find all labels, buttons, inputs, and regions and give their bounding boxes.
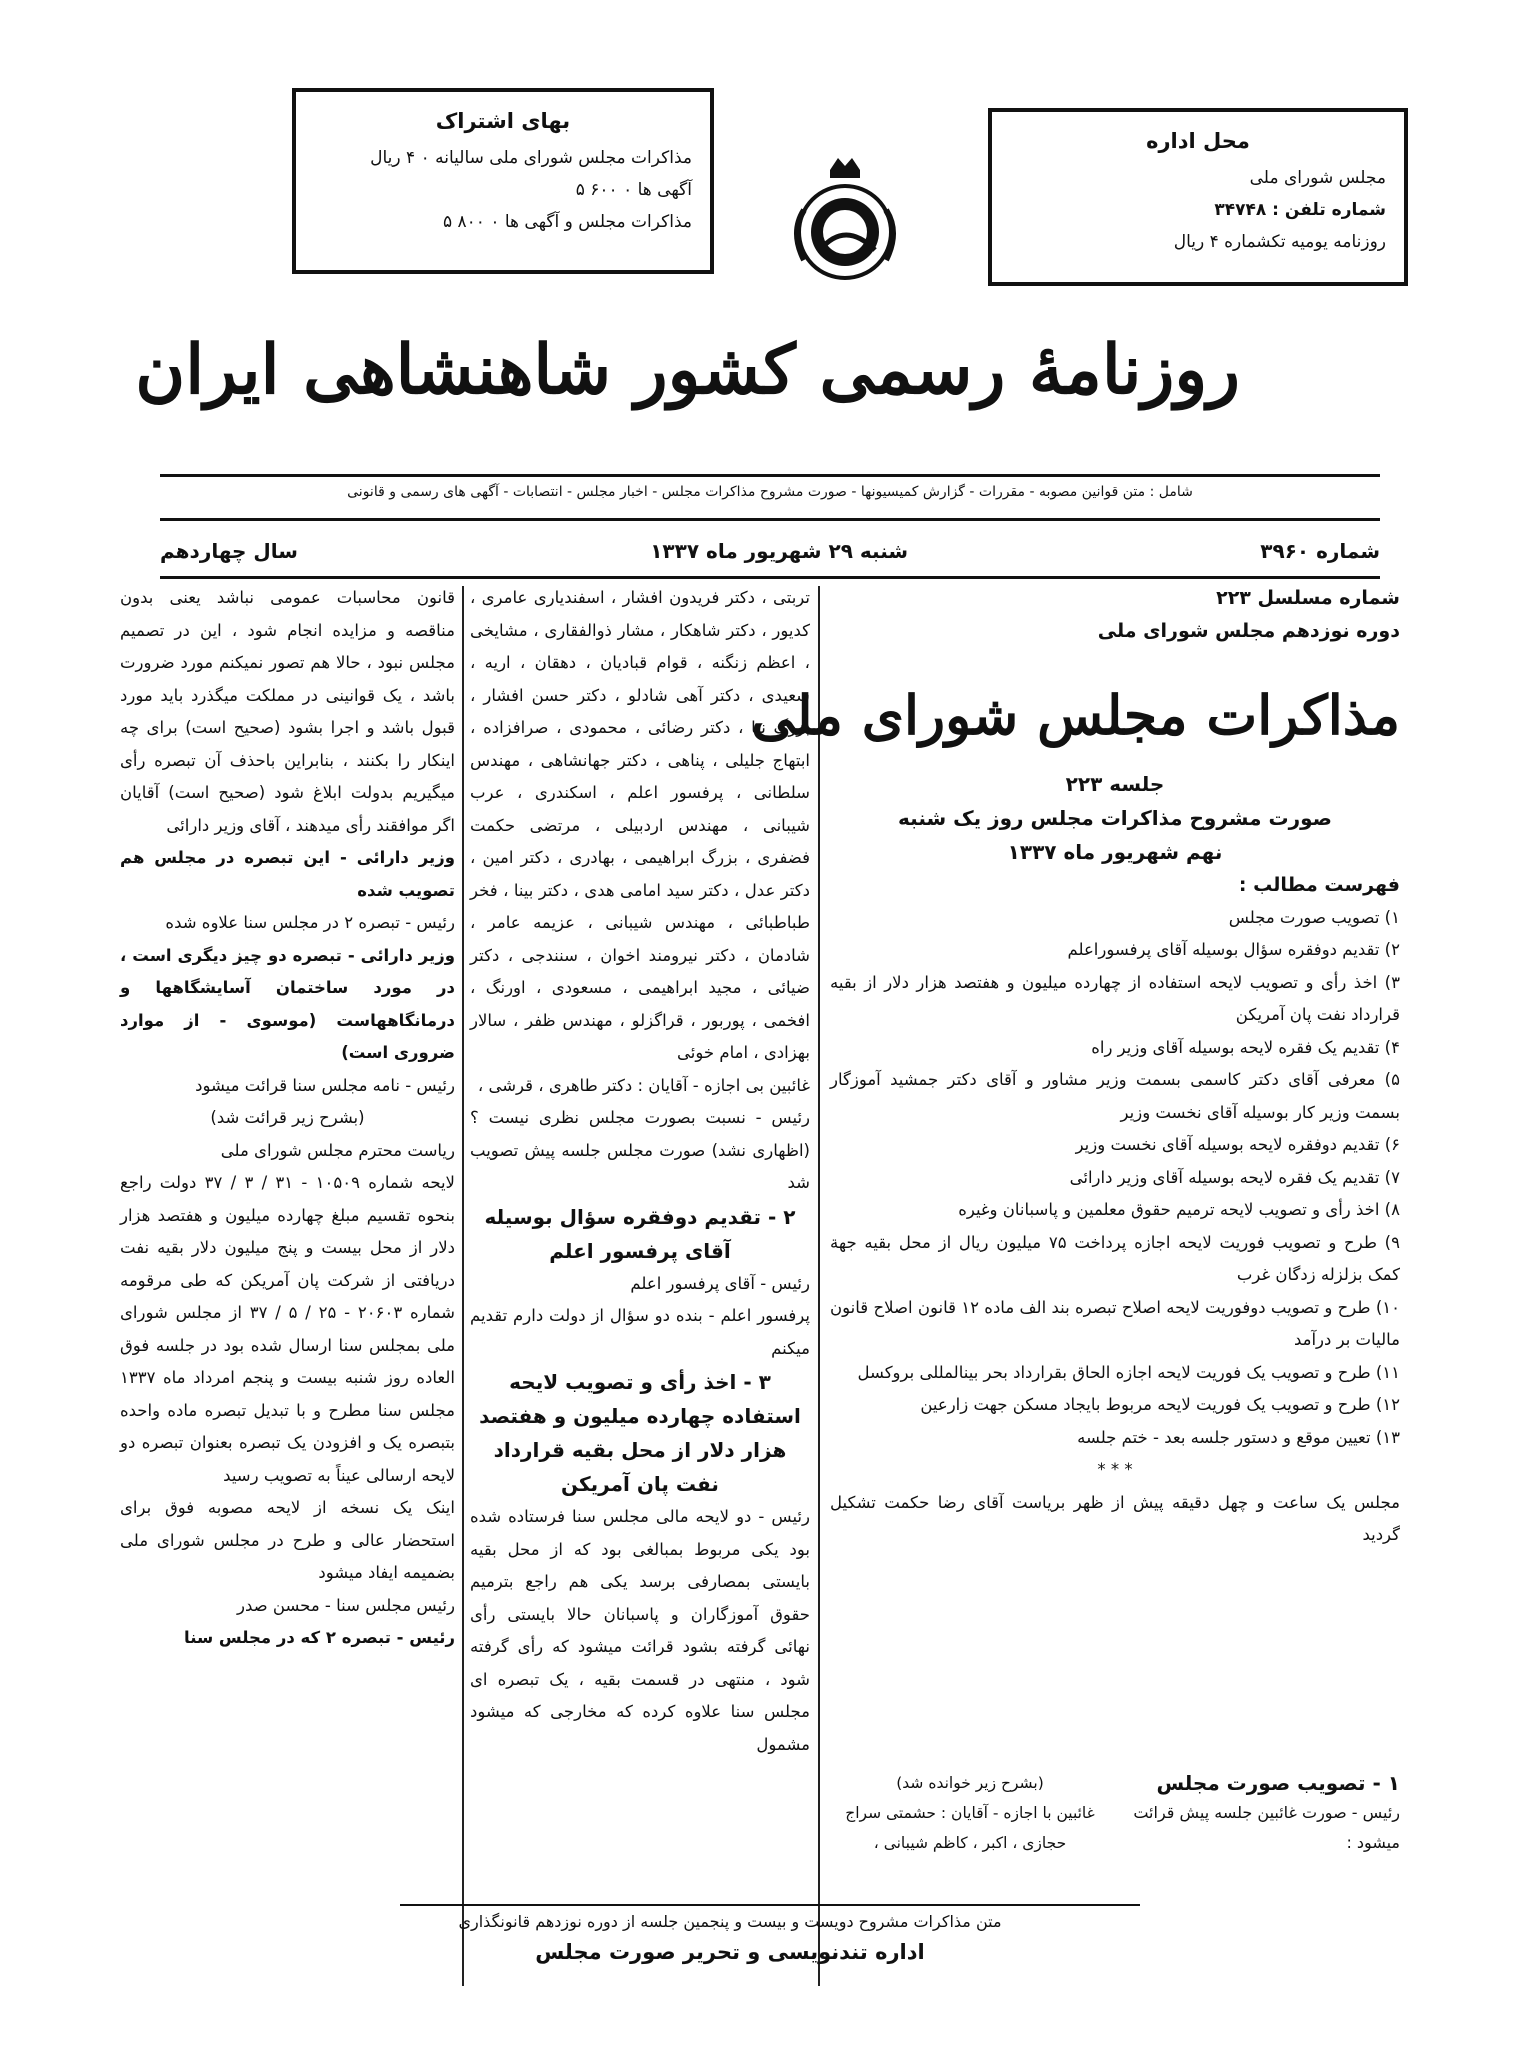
toc-item: ۱۳) تعیین موقع و دستور جلسه بعد - ختم جلسه <box>1077 1427 1400 1447</box>
section-1-text: رئیس - صورت غائبین جلسه پیش قرائت میشود : <box>1133 1803 1400 1852</box>
contents-strip: شامل : متن قوانین مصوبه - مقررات - گزارش کمیسیونها - صورت مشروح مذاکرات مجلس - اخبار مجلس - انتصابات - آگهی های رسمی و قانونی <box>347 484 1193 500</box>
speaker-line: پرفسور اعلم - بنده دو سؤال از دولت دارم تقدیم میکنم <box>470 1306 810 1358</box>
session-period: دوره نوزدهم مجلس شورای ملی <box>1097 619 1400 642</box>
toc-item: ۸) اخذ رأی و تصویب لایحه ترمیم حقوق معلمین و پاسبانان وغیره <box>958 1200 1400 1219</box>
speaker-line: رئیس - تبصره ۲ که در مجلس سنا <box>184 1628 455 1647</box>
toc-item: ۵) معرفی آقای دکتر کاسمی بسمت وزیر مشاور و آقای دکتر جمشید آموزگار بسمت وزیر کار بوسیله آقای نخست وزیر <box>830 1070 1400 1122</box>
footer-office: اداره تندنویسی و تحریر صورت مجلس <box>535 1940 925 1964</box>
toc-item: ۶) تقدیم دوفقره لایحه بوسیله آقای نخست وزیر <box>1075 1135 1400 1154</box>
section-2-heading: ۲ - تقدیم دوفقره سؤال بوسیله آقای پرفسور اعلم <box>484 1204 796 1263</box>
issue-year: سال چهاردهم <box>160 539 298 563</box>
toc-item: ۹) طرح و تصویب فوریت لایحه اجازه پرداخت ۷۵ میلیون ریال از محل بقیه جهة کمک بزلزله زدگان غرب <box>830 1232 1400 1284</box>
serial-number: شماره مسلسل ۲۲۳ <box>1216 587 1400 609</box>
office-phone: شماره تلفن : ۳۴۷۴۸ <box>1214 200 1386 221</box>
column-divider <box>818 586 820 1986</box>
subscription-title: بهای اشتراک <box>435 109 571 133</box>
footer-session-note: متن مذاکرات مشروح دویست و بیست و پنجمین جلسه از دوره نوزدهم قانونگذاری <box>458 1912 1002 1931</box>
toc-title: فهرست مطالب : <box>1238 874 1400 896</box>
divider <box>160 518 1380 521</box>
office-box <box>988 108 1408 286</box>
letter-salutation: ریاست محترم مجلس شورای ملی <box>220 1140 455 1160</box>
absent-box <box>830 1768 1110 1872</box>
issue-row <box>160 528 1380 574</box>
absent-without-leave: غائبین بی اجازه - آقایان : دکتر طاهری ، قرشی ، <box>477 1075 810 1095</box>
lion-and-sun-emblem-icon <box>780 150 910 290</box>
speaker-line: وزیر دارائی - تبصره دو چیز دیگری است ، در مورد ساختمان آسایشگاهها و درمانگاههاست (موسوی - از موارد ضروری است) <box>120 945 455 1062</box>
session-number: جلسه ۲۲۳ <box>1065 772 1165 796</box>
speaker-line: رئیس - تبصره ۲ در مجلس سنا علاوه شده <box>165 913 455 932</box>
proceedings-date: نهم شهریور ماه ۱۳۳۷ <box>1007 840 1223 864</box>
opening-paragraph: مجلس یک ساعت و چهل دقیقه پیش از ظهر بریاست آقای رضا حکمت تشکیل گردید <box>830 1492 1400 1544</box>
speaker-line: رئیس - نامه مجلس سنا قرائت میشود <box>195 1075 455 1095</box>
section-1-box <box>1120 1768 1400 1872</box>
toc-item: ۳) اخذ رأی و تصویب لایحه استفاده از چهارده میلیون و هفتصد هزار دلار از بقیه قرارداد نفت پان آمریکن <box>830 972 1400 1024</box>
toc-item: ۱۱) طرح و تصویب یک فوریت لایحه اجازه الحاق بقرارداد بحر بینالمللی بروکسل <box>857 1362 1400 1382</box>
read-note: (بشرح زیر خوانده شد) <box>896 1774 1044 1792</box>
divider <box>160 576 1380 579</box>
proceedings-heading: صورت مشروح مذاکرات مجلس روز یک شنبه <box>898 806 1332 830</box>
divider <box>160 474 1380 477</box>
subscription-row: مذاکرات مجلس شورای ملی سالیانه ۰ ۴ ریال <box>370 147 692 168</box>
attendance-list: تربتی ، دکتر فریدون افشار ، اسفندیاری عامری ، کدیور ، دکتر شاهکار ، مشار ذوالفقاری ، مشایخی ، اعظم زنگنه ، قوام قبادیان ، دهقان ، اریه ، سعیدی ، دکتر آهی شادلو ، دکتر حسن افشار ، بزرگ نیا ، دکتر رضائی ، محمودی ، صرافزاده ، ابتهاج جلیلی ، پناهی ، دکتر جهانشاهی ، مهندس سلطانی ، پرفسور اعلم ، اسکندری ، عرب شیبانی ، مهندس اردبیلی ، مرتضی حکمت فضفری ، بزرگ ابراهیمی ، بهادری ، دکتر امین ، دکتر عدل ، دکتر سید امامی هدی ، دکتر بینا ، فخر طباطبائی ، مهندس شیبانی ، عزیمه عامر ، شادمان ، دکتر نیرومند اخوان ، سنندجی ، دکتر ضیائی ، مجید ابراهیمی ، مسعودی ، اورنگ ، افخمی ، پوربور ، قراگزلو ، مهندس ظفر ، سالار بهزادی ، امام خوئی <box>470 588 810 1062</box>
toc-item: ۱) تصویب صورت مجلس <box>1228 907 1400 927</box>
toc-item: ۱۰) طرح و تصویب دوفوریت لایحه اصلاح تبصره بند الف ماده ۱۲ قانون اصلاح قانون مالیات بر درآمد <box>830 1297 1400 1349</box>
minutes-approval: رئیس - نسبت بصورت مجلس نظری نیست ؟ (اظهاری نشد) صورت مجلس جلسه پیش تصویب شد <box>470 1108 810 1192</box>
letter-signature: رئیس مجلس سنا - محسن صدر <box>237 1595 455 1615</box>
divider <box>400 1904 1140 1906</box>
subscription-row: مذاکرات مجلس و آگهی ها ۰ ۸۰۰ ۵ <box>442 212 692 233</box>
office-price: روزنامه یومیه تکشماره ۴ ریال <box>1173 232 1386 253</box>
subscription-box <box>292 88 714 274</box>
speaker-line: رئیس - دو لایحه مالی مجلس سنا فرستاده شده بود یکی مربوط بمبالغی بود که از محل بقیه بایستی بمصارفی برسد یکی هم راجع بترمیم حقوق آموزگاران و پاسبانان حالا بایستی رأی نهائی گرفته بشود قرائت میشود که رأی گرفته شود ، منتهی در قسمت بقیه ، یک تبصره ای مجلس سنا علاوه کرده که مخارجی که میشود مشمول <box>470 1507 810 1754</box>
column-left <box>120 582 455 1902</box>
subscription-row: آگهی ها ۰ ۶۰۰ ۵ <box>575 180 692 201</box>
absent-list: غائبین با اجازه - آقایان : حشمتی سراج حجازی ، اکبر ، کاظم شیبانی ، <box>845 1804 1095 1852</box>
read-note: (بشرح زیر قرائت شد) <box>210 1108 365 1127</box>
letter-body: لایحه شماره ۱۰۵۰۹ - ۳۱ / ۳ / ۳۷ دولت راجع بنحوه تقسیم مبلغ چهارده میلیون و هفتصد هزار دلار از محل بیست و پنج میلیون دلار بقیه نفت دریافتی از شرکت پان آمریکن که طی مرقومه شماره ۲۰۶۰۳ - ۲۵ / ۵ / ۳۷ از مجلس شورای ملی بمجلس سنا ارسال شده بود در جلسه فوق العاده روز شنبه بیست و پنجم امرداد ماه ۱۳۳۷ مجلس سنا مطرح و با تبدیل تبصره ماده واحده بتبصره یک و افزودن یک تبصره بعنوان تبصره دو لایحه ارسالی عیناً به تصویب رسید <box>120 1173 455 1485</box>
toc-item: ۱۲) طرح و تصویب یک فوریت لایحه مربوط بایجاد مسکن جهت زارعین <box>920 1395 1400 1414</box>
speaker-line: قانون محاسبات عمومی نباشد یعنی بدون مناقصه و مزایده انجام شود ، این در تصمیم مجلس نبود ، حالا هم تصور نمیکنم مورد ضرورت باشد ، یک قوانینی در مملکت میگذرد باید مورد قبول باشد و اجرا بشود (صحیح است) برای چه اینکار را بکنند ، بنابراین باحذف آن تبصره رأی میگیریم بدولت ابلاغ شود (صحیح است) آقایان اگر موافقند رأی میدهند ، آقای وزیر دارائی <box>120 588 455 835</box>
section-3-heading: ۳ - اخذ رأی و تصویب لایحه استفاده چهارده میلیون و هفتصد هزار دلار از محل بقیه قرارداد نفت پان آمریکن <box>479 1370 801 1496</box>
column-middle <box>470 582 810 1902</box>
section-1-heading: ۱ - تصویب صورت مجلس <box>1156 1771 1400 1795</box>
toc-list <box>830 902 1400 1455</box>
proceedings-title: مذاکرات مجلس شورای ملی <box>751 683 1400 747</box>
speaker-line: رئیس - آقای پرفسور اعلم <box>630 1273 810 1293</box>
toc-item: ۴) تقدیم یک فقره لایحه بوسیله آقای وزیر راه <box>1091 1037 1400 1057</box>
office-location: مجلس شورای ملی <box>1249 167 1386 188</box>
issue-date: شنبه ۲۹ شهریور ماه ۱۳۳۷ <box>650 539 909 563</box>
issue-number: شماره ۳۹۶۰ <box>1260 539 1380 563</box>
toc-item: ۷) تقدیم یک فقره لایحه بوسیله آقای وزیر دارائی <box>1069 1167 1400 1187</box>
masthead-title: روزنامهٔ رسمی کشور شاهنشاهی ایران <box>135 330 1240 410</box>
column-divider <box>462 586 464 1986</box>
letter-body: اینک یک نسخه از لایحه مصوبه فوق برای استحضار عالی و طرح در مجلس شورای ملی بضمیمه ایفاد میشود <box>120 1498 455 1582</box>
toc-item: ۲) تقدیم دوفقره سؤال بوسیله آقای پرفسوراعلم <box>1067 940 1400 959</box>
separator-stars: * * * <box>1097 1460 1133 1479</box>
speaker-line: وزیر دارائی - این تبصره در مجلس هم تصویب شده <box>120 848 455 900</box>
office-title: محل اداره <box>1146 129 1250 153</box>
column-right <box>751 582 1400 1902</box>
